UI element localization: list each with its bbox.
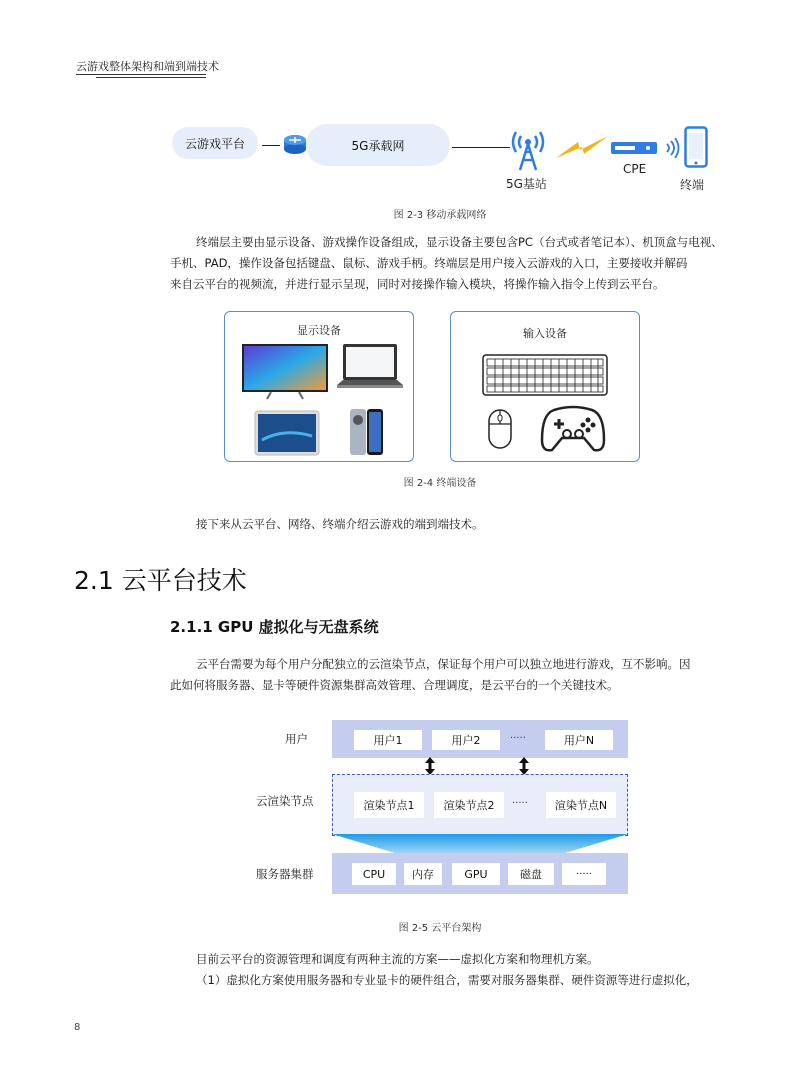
figure-caption: 图 2-4 终端设备: [403, 478, 477, 489]
user-cell: 用户1: [354, 730, 422, 750]
input-devices-title: 输入设备: [523, 327, 567, 340]
base-station-icon: [508, 124, 548, 172]
mouse-icon: [487, 408, 513, 450]
lightning-icon: [554, 134, 610, 162]
5g-network-cloud: [306, 124, 450, 166]
router-icon: [282, 131, 308, 157]
resource-cell: CPU: [352, 863, 396, 885]
paragraph-line: 目前云平台的资源管理和调度有两种主流的方案——虚拟化方案和物理机方案。: [196, 952, 599, 966]
paragraph-line: 来自云平台的视频流，并进行显示呈现，同时对接操作输入模块，将操作输入指令上传到云平台。: [170, 277, 665, 291]
paragraph-line: 此如何将服务器、显卡等硬件资源集群高效管理、合理调度，是云平台的一个关键技术。: [170, 678, 619, 692]
laptop-icon: [335, 343, 405, 393]
cpe-label: CPE: [623, 162, 647, 176]
resource-cell: 内存: [404, 863, 442, 885]
ellipsis: ·····: [512, 798, 528, 809]
render-node-cell: 渲染节点2: [434, 792, 504, 818]
row-label-users: 用户: [285, 732, 308, 746]
paragraph-line: 终端层主要由显示设备、游戏操作设备组成，显示设备主要包含PC（台式或者笔记本）、机顶盒与电视、: [196, 235, 723, 249]
base-station-label: 5G基站: [506, 177, 547, 191]
phone-icon: [684, 126, 708, 168]
tablet-icon: [254, 410, 320, 456]
cloud-platform-cloud: [172, 127, 258, 159]
link-line: [452, 147, 510, 148]
resource-cell: GPU: [452, 863, 500, 885]
double-arrow-icon: [424, 757, 436, 775]
header-rule: [76, 74, 206, 75]
gamepad-icon: [540, 404, 606, 454]
user-cell: 用户2: [432, 730, 500, 750]
wifi-signal-icon: [664, 138, 680, 158]
row-label-render: 云渲染节点: [256, 794, 314, 808]
smartphone-icon: [349, 408, 385, 458]
monitor-icon: [241, 343, 329, 401]
link-line: [262, 145, 280, 146]
subsection-heading: 2.1.1 GPU 虚拟化与无盘系统: [170, 618, 379, 636]
ellipsis: ·····: [510, 733, 526, 744]
page-number: 8: [74, 1022, 81, 1033]
row-label-servers: 服务器集群: [256, 867, 314, 881]
header-rule-secondary: [96, 77, 206, 78]
cpe-device-icon: [610, 141, 658, 155]
resource-cell: ·····: [562, 863, 606, 885]
paragraph-line: 手机、PAD，操作设备包括键盘、鼠标、游戏手柄。终端层是用户接入云游戏的入口，主要接收并解码: [170, 256, 688, 270]
funnel-connector: [332, 834, 628, 854]
paragraph-line: 接下来从云平台、网络、终端介绍云游戏的端到端技术。: [196, 517, 484, 531]
keyboard-icon: [482, 354, 608, 396]
figure-caption: 图 2-5 云平台架构: [398, 923, 482, 934]
paragraph-line: 云平台需要为每个用户分配独立的云渲染节点，保证每个用户可以独立地进行游戏，互不影响。因: [196, 657, 691, 671]
display-devices-title: 显示设备: [297, 324, 341, 337]
figure-caption: 图 2-3 移动承载网络: [393, 210, 487, 221]
paragraph-line: （1）虚拟化方案使用服务器和专业显卡的硬件组合，需要对服务器集群、硬件资源等进行虚拟化，: [196, 973, 698, 987]
section-heading: 2.1 云平台技术: [74, 566, 247, 595]
resource-cell: 磁盘: [508, 863, 554, 885]
user-cell: 用户N: [545, 730, 613, 750]
cloud-platform-label: 云游戏平台: [184, 136, 245, 151]
terminal-label: 终端: [680, 178, 705, 192]
5g-network-label: 5G承载网: [351, 138, 405, 153]
render-node-cell: 渲染节点1: [354, 792, 424, 818]
running-header: 云游戏整体架构和端到端技术: [76, 60, 219, 73]
render-node-cell: 渲染节点N: [546, 792, 616, 818]
double-arrow-icon: [518, 757, 530, 775]
